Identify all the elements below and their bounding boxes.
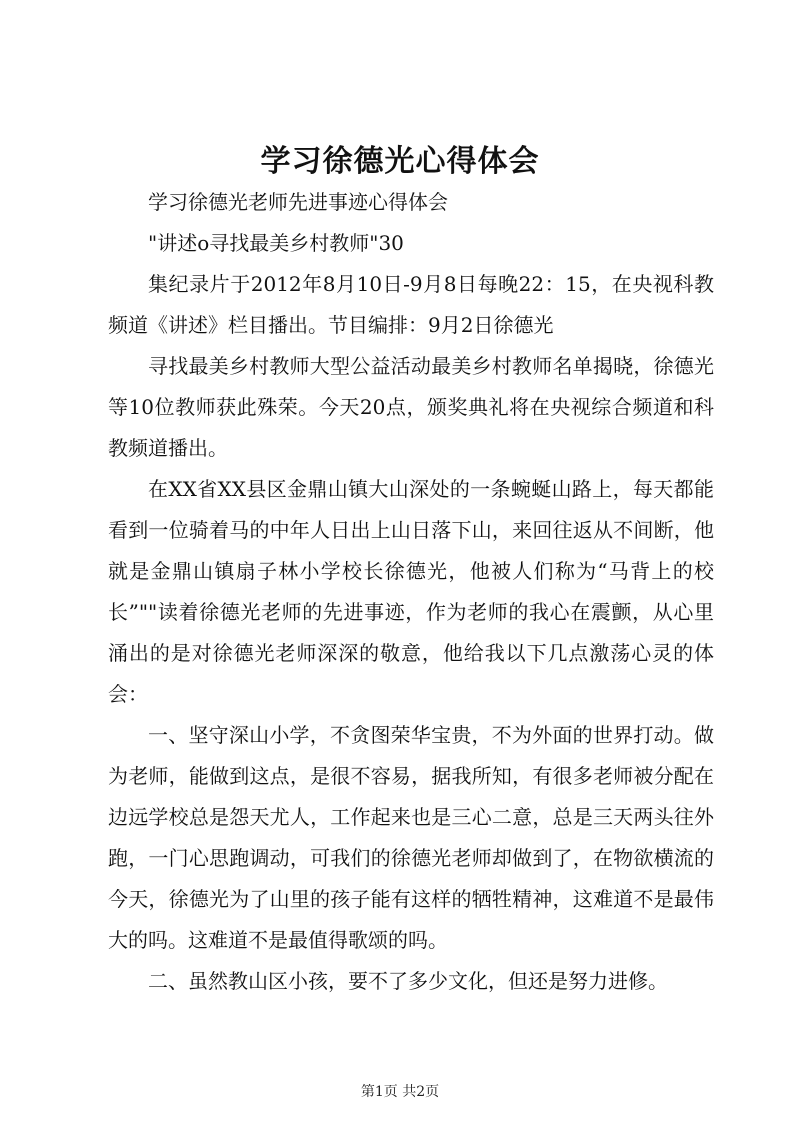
paragraph: 学习徐德光老师先进事迹心得体会 [148,190,448,214]
paragraph: "讲述o寻找最美乡村教师"30 [148,231,404,255]
page-footer: 第1页 共2页 [360,1084,440,1100]
paragraph: 寻找最美乡村教师大型公益活动最美乡村教师名单揭晓，徐德光等10位教师获此殊荣。今天20点，颁奖典礼将在央视综合频道和科教频道播出。 [108,354,714,460]
paragraph: 在XX省XX县区金鼎山镇大山深处的一条蜿蜒山路上，每天都能看到一位骑着马的中年人日出上山日落下山，来回往返从不间断，他就是金鼎山镇扇子林小学校长徐德光，他被人们称为“马背上的校长”""读着徐德光老师的先进事迹，作为老师的我心在震颤，从心里涌出的是对徐德光老师深深的敬意，他给我以下几点激荡心灵的体会： [108,477,714,706]
paragraph: 一、坚守深山小学，不贪图荣华宝贵，不为外面的世界打动。做为老师，能做到这点，是很不容易，据我所知，有很多老师被分配在边远学校总是怨天尤人，工作起来也是三心二意，总是三天两头往外跑，一门心思跑调动，可我们的徐德光老师却做到了，在物欲横流的今天，徐德光为了山里的孩子能有这样的牺牲精神，这难道不是最伟大的吗。这难道不是最值得歌颂的吗。 [108,723,714,952]
document-body [108,182,714,1002]
paragraph: 集纪录片于2012年8月10日-9月8日每晚22：15，在央视科教频道《讲述》栏目播出。节目编排：9月2日徐德光 [108,272,714,337]
paragraph: 二、虽然教山区小孩，要不了多少文化，但还是努力进修。 [148,969,668,993]
document-title: 学习徐德光心得体会 [260,144,540,179]
